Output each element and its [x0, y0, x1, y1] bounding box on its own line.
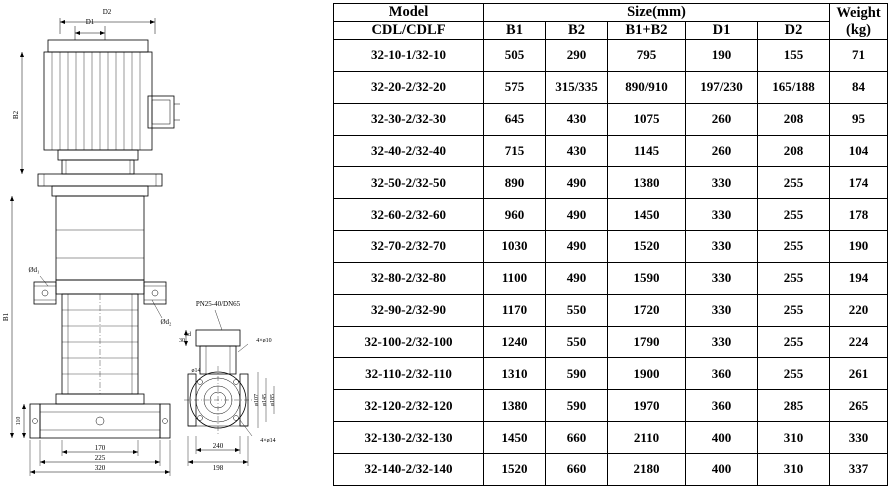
cell-weight: 174 — [830, 167, 888, 199]
dim-label-d2-top: D2 — [102, 8, 112, 16]
cell-model: 32-90-2/32-90 — [334, 294, 484, 326]
specification-table — [333, 3, 888, 486]
cell-b2: 490 — [546, 262, 608, 294]
cell-b1: 715 — [484, 135, 546, 167]
cell-model: 32-40-2/32-40 — [334, 135, 484, 167]
cell-b2: 430 — [546, 135, 608, 167]
cell-b1: 890 — [484, 167, 546, 199]
dim-label-phi14: ø14 — [191, 368, 201, 374]
cell-weight: 330 — [830, 422, 888, 454]
cell-model: 32-100-2/32-100 — [334, 326, 484, 358]
technical-drawing — [0, 0, 330, 489]
cell-d1: 330 — [686, 199, 758, 231]
table-row — [334, 167, 888, 199]
cell-model: 32-80-2/32-80 — [334, 262, 484, 294]
cell-b1b2: 1590 — [608, 262, 686, 294]
cell-model: 32-10-1/32-10 — [334, 40, 484, 72]
header-col-b1: B1 — [484, 22, 546, 40]
cell-b2: 490 — [546, 167, 608, 199]
cell-d2: 208 — [758, 135, 830, 167]
dim-label-ring3: ø185 — [270, 394, 276, 406]
cell-b1: 1100 — [484, 262, 546, 294]
cell-model: 32-130-2/32-130 — [334, 422, 484, 454]
cell-b2: 590 — [546, 390, 608, 422]
dim-label-320: 320 — [94, 464, 106, 472]
cell-b1b2: 1900 — [608, 358, 686, 390]
cell-b1b2: 1075 — [608, 103, 686, 135]
cell-weight: 220 — [830, 294, 888, 326]
flange-label-d1: Ød₁ — [28, 266, 40, 274]
cell-weight: 224 — [830, 326, 888, 358]
cell-model: 32-120-2/32-120 — [334, 390, 484, 422]
table-row — [334, 71, 888, 103]
bolt-label-4x10: 4×ø10 — [256, 338, 272, 344]
cell-model: 32-20-2/32-20 — [334, 71, 484, 103]
cell-d2: 155 — [758, 40, 830, 72]
table-row — [334, 453, 888, 485]
cell-model: 32-140-2/32-140 — [334, 453, 484, 485]
cell-b1b2: 1790 — [608, 326, 686, 358]
header-col-d1: D1 — [686, 22, 758, 40]
cell-d2: 255 — [758, 326, 830, 358]
cell-b1b2: 795 — [608, 40, 686, 72]
dim-label-d1-top: D1 — [85, 18, 95, 26]
header-col-b2: B2 — [546, 22, 608, 40]
cell-b1: 1310 — [484, 358, 546, 390]
cell-d2: 285 — [758, 390, 830, 422]
cell-b1: 575 — [484, 71, 546, 103]
cell-model: 32-110-2/32-110 — [334, 358, 484, 390]
cell-b2: 660 — [546, 453, 608, 485]
cell-d1: 260 — [686, 135, 758, 167]
label-phi-d: ød — [185, 332, 191, 338]
table-row — [334, 231, 888, 263]
pump-drawing-svg — [0, 0, 330, 489]
cell-b1: 1240 — [484, 326, 546, 358]
cell-d1: 330 — [686, 262, 758, 294]
cell-d2: 255 — [758, 167, 830, 199]
cell-d2: 208 — [758, 103, 830, 135]
table-row — [334, 326, 888, 358]
header-weight-line1: Weight — [836, 4, 881, 21]
cell-b1: 645 — [484, 103, 546, 135]
cell-weight: 95 — [830, 103, 888, 135]
cell-d1: 330 — [686, 167, 758, 199]
cell-weight: 71 — [830, 40, 888, 72]
cell-b1b2: 890/910 — [608, 71, 686, 103]
cell-b1: 960 — [484, 199, 546, 231]
port-label-pn: PN25-40/DN65 — [195, 300, 241, 308]
cell-d1: 400 — [686, 422, 758, 454]
dim-label-ring1: ø107 — [254, 394, 260, 406]
dim-label-170: 170 — [94, 444, 106, 452]
cell-weight: 337 — [830, 453, 888, 485]
cell-model: 32-60-2/32-60 — [334, 199, 484, 231]
cell-model: 32-50-2/32-50 — [334, 167, 484, 199]
cell-b1b2: 1720 — [608, 294, 686, 326]
cell-b1: 1450 — [484, 422, 546, 454]
table-row — [334, 40, 888, 72]
cell-weight: 265 — [830, 390, 888, 422]
cell-b1b2: 2180 — [608, 453, 686, 485]
dim-label-198: 198 — [212, 464, 224, 472]
cell-weight: 178 — [830, 199, 888, 231]
cell-weight: 194 — [830, 262, 888, 294]
table-header — [334, 4, 888, 40]
cell-b2: 550 — [546, 326, 608, 358]
table-row — [334, 135, 888, 167]
cell-weight: 261 — [830, 358, 888, 390]
cell-d2: 255 — [758, 358, 830, 390]
dim-label-ring2: ø145 — [262, 394, 268, 406]
header-col-b1b2: B1+B2 — [608, 22, 686, 40]
cell-d1: 360 — [686, 358, 758, 390]
cell-b1b2: 1970 — [608, 390, 686, 422]
cell-b1b2: 1520 — [608, 231, 686, 263]
cell-weight: 190 — [830, 231, 888, 263]
header-model: Model — [334, 4, 484, 22]
cell-b1: 1170 — [484, 294, 546, 326]
cell-d1: 190 — [686, 40, 758, 72]
cell-d2: 255 — [758, 199, 830, 231]
cell-d1: 400 — [686, 453, 758, 485]
cell-b2: 430 — [546, 103, 608, 135]
header-col-d2: D2 — [758, 22, 830, 40]
cell-weight: 104 — [830, 135, 888, 167]
table-header-row-2 — [334, 22, 888, 40]
dim-label-base-height: 110 — [16, 416, 22, 426]
table-row — [334, 390, 888, 422]
cell-b2: 290 — [546, 40, 608, 72]
cell-d2: 255 — [758, 294, 830, 326]
cell-b2: 550 — [546, 294, 608, 326]
cell-b1b2: 2110 — [608, 422, 686, 454]
table-body — [334, 40, 888, 486]
table-row — [334, 103, 888, 135]
cell-d1: 330 — [686, 294, 758, 326]
cell-b1: 1520 — [484, 453, 546, 485]
cell-model: 32-30-2/32-30 — [334, 103, 484, 135]
cell-b2: 590 — [546, 358, 608, 390]
cell-b2: 490 — [546, 199, 608, 231]
table-header-row-1 — [334, 4, 888, 22]
dim-label-b1: B1 — [2, 312, 10, 322]
specification-table-container — [333, 3, 881, 486]
cell-d1: 330 — [686, 326, 758, 358]
cell-d2: 165/188 — [758, 71, 830, 103]
header-weight-line2: (kg) — [846, 21, 871, 38]
cell-d2: 255 — [758, 231, 830, 263]
table-row — [334, 358, 888, 390]
dim-label-225: 225 — [94, 454, 106, 462]
table-row — [334, 262, 888, 294]
cell-b1: 1380 — [484, 390, 546, 422]
cell-b2: 315/335 — [546, 71, 608, 103]
dim-label-240: 240 — [212, 442, 224, 450]
cell-b1: 1030 — [484, 231, 546, 263]
cell-d2: 310 — [758, 422, 830, 454]
cell-weight: 84 — [830, 71, 888, 103]
cell-d1: 197/230 — [686, 71, 758, 103]
cell-b1b2: 1145 — [608, 135, 686, 167]
cell-b1b2: 1450 — [608, 199, 686, 231]
flange-label-d2: Ød₂ — [160, 318, 172, 326]
cell-b2: 490 — [546, 231, 608, 263]
cell-b1b2: 1380 — [608, 167, 686, 199]
cell-d1: 360 — [686, 390, 758, 422]
cell-d2: 255 — [758, 262, 830, 294]
cell-d2: 310 — [758, 453, 830, 485]
header-size: Size(mm) — [484, 4, 830, 22]
table-row — [334, 294, 888, 326]
bolt-label-4x14: 4×ø14 — [260, 438, 276, 444]
cell-b1: 505 — [484, 40, 546, 72]
table-row — [334, 199, 888, 231]
cell-b2: 660 — [546, 422, 608, 454]
dim-label-30: 30 — [179, 338, 185, 344]
cell-d1: 330 — [686, 231, 758, 263]
cell-d1: 260 — [686, 103, 758, 135]
header-model-sub: CDL/CDLF — [334, 22, 484, 40]
dim-label-b2: B2 — [12, 110, 20, 120]
cell-model: 32-70-2/32-70 — [334, 231, 484, 263]
header-weight — [830, 4, 888, 40]
table-row — [334, 422, 888, 454]
